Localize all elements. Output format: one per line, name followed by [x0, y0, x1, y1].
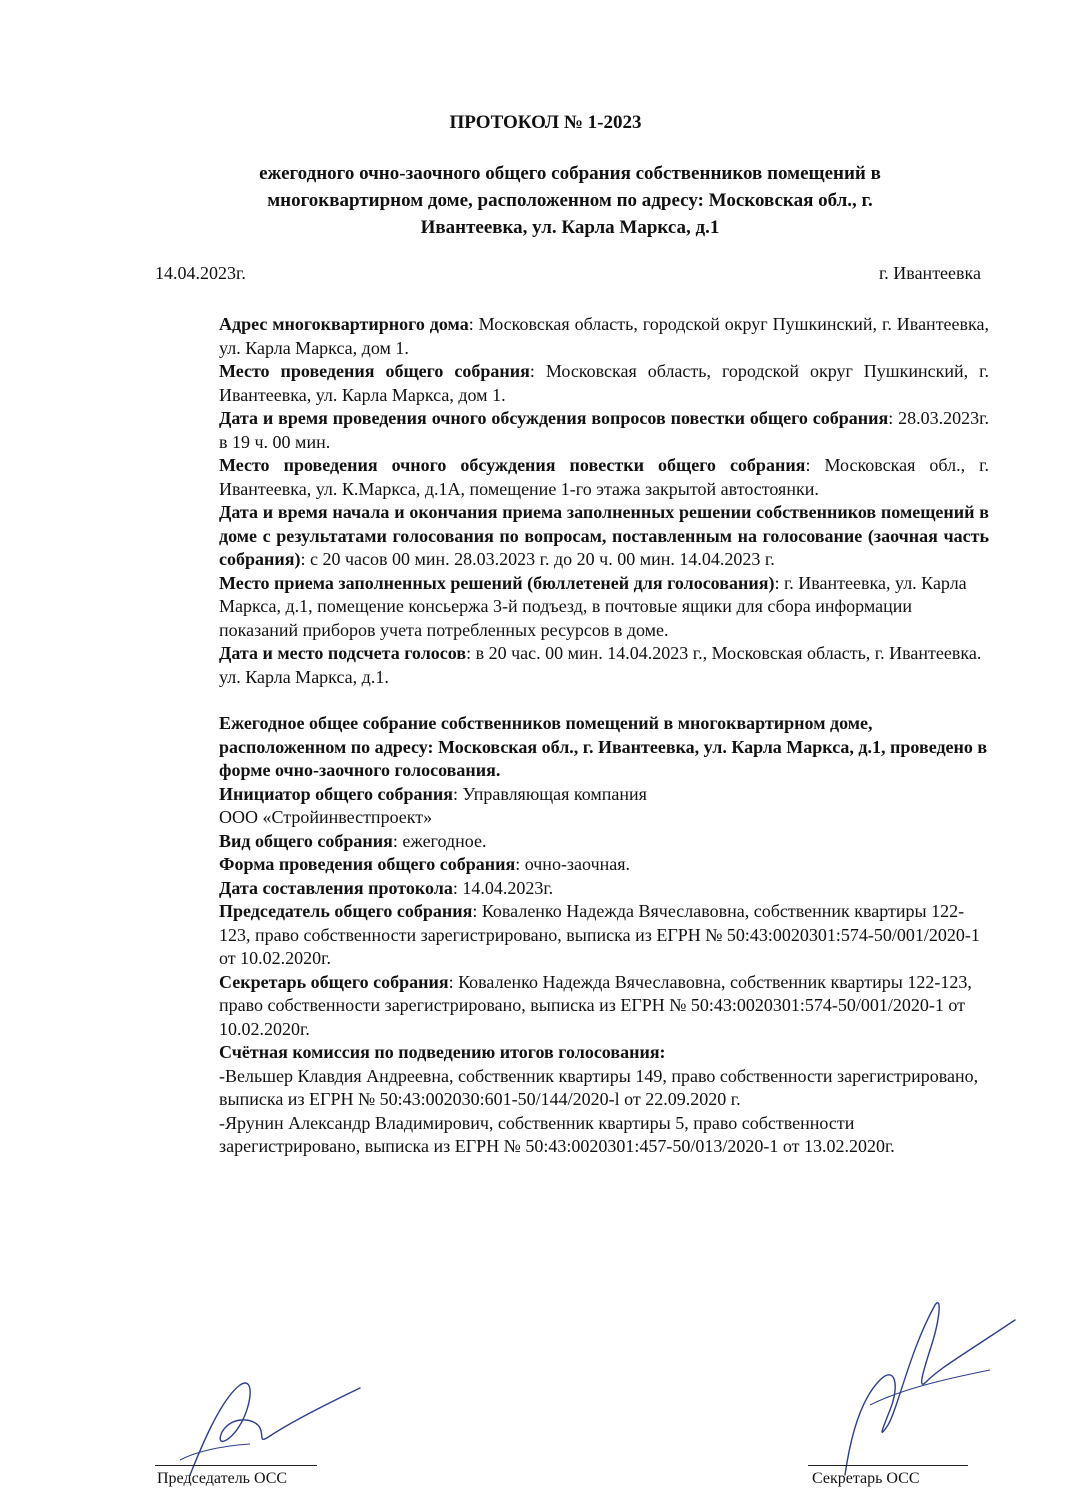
address-label: Адрес многоквартирного дома	[219, 314, 469, 334]
address-paragraph	[219, 313, 989, 360]
chairman-value: : Коваленко Надежда Вячеславовна, собственник квартиры 122-123, право собственности зарегистрировано, выписка из ЕГРН № 50:43:0020301:574-50/001/2020-1 от 10.02.2020г.	[219, 901, 980, 968]
protocol-date-paragraph	[219, 877, 989, 901]
meeting-place-label: Место проведения общего собрания	[219, 361, 530, 381]
meeting-type-label: Вид общего собрания	[219, 830, 393, 851]
commission-heading: Счётная комиссия по подведению итогов голосования:	[219, 1042, 666, 1062]
initiator-label: Инициатор общего собрания	[219, 783, 454, 804]
meeting-form-label: Форма проведения общего собрания	[219, 854, 516, 874]
chairman-label: Председатель общего собрания	[219, 901, 473, 921]
secretary-paragraph	[219, 971, 989, 1042]
datetime-value: : 28.03.2023г. в 19 ч. 00 мин.	[219, 408, 989, 452]
ballot-place-label: Место приема заполненных решений (бюллетеней для голосования)	[219, 572, 775, 593]
voting-period-value: : с 20 часов 00 мин. 28.03.2023 г. до 20 ч. 00 мин. 14.04.2023 г.	[300, 549, 775, 569]
voting-period-paragraph	[219, 501, 989, 572]
secretary-signature-caption: Секретарь ОСС	[812, 1470, 920, 1487]
protocol-date-value: : 14.04.2023г.	[452, 877, 554, 898]
datetime-paragraph	[219, 407, 989, 454]
count-value: : в 20 час. 00 мин. 14.04.2023 г., Московская область, г. Ивантеевка. ул. Карла Маркса, д.1.	[219, 643, 982, 687]
discussion-place-value: : Московская обл., г. Ивантеевка, ул. К.Маркса, д.1А, помещение 1-го этажа закрытой автостоянки.	[219, 455, 990, 499]
commission-member-2: -Ярунин Александр Владимирович, собственник квартиры 5, право собственности зарегистрировано, выписка из ЕГРН № 50:43:0020301:457-50/013/2020-1 от 13.02.2020г.	[219, 1112, 895, 1156]
address-value: : Московская область, городской округ Пушкинский, г. Ивантеевка, ул. Карла Маркса, дом 1.	[219, 314, 989, 358]
meeting-form-paragraph	[219, 853, 989, 877]
count-paragraph	[219, 642, 989, 689]
initiator-paragraph	[219, 783, 989, 830]
discussion-place-label: Место проведения очного обсуждения повестки общего собрания	[219, 455, 806, 475]
document-title: ПРОТОКОЛ № 1-2023	[449, 112, 642, 133]
chairman-paragraph	[219, 900, 989, 971]
protocol-date-label: Дата составления протокола	[219, 877, 453, 898]
chairman-signature-caption: Председатель ОСС	[157, 1470, 288, 1487]
meeting-form-value: : очно-заочная.	[515, 854, 631, 874]
meeting-intro: Ежегодное общее собрание собственников помещений в многоквартирном доме, расположенном по адресу: Московская обл., г. Ивантеевка, ул. Карла Маркса, д.1, проведено в форме очно-заочного голосования.	[219, 713, 988, 780]
meeting-type-paragraph	[219, 830, 989, 854]
meeting-type-value: : ежегодное.	[392, 830, 487, 851]
ballot-place-value: : г. Ивантеевка, ул. Карла Маркса, д.1, помещение консьержа 3-й подъезд, в почтовые ящики для сбора информации показаний приборов учета потребленных ресурсов в доме.	[219, 572, 967, 640]
chairman-signature	[160, 1370, 400, 1480]
secretary-value: : Коваленко Надежда Вячеславовна, собственник квартиры 122-123, право собственности зарегистрировано, выписка из ЕГРН № 50:43:0020301:574-50/001/2020-1 от 10.02.2020г.	[219, 971, 972, 1039]
secretary-label: Секретарь общего собрания	[219, 971, 449, 992]
document-city: г. Ивантеевка	[878, 263, 981, 283]
section-gap	[219, 689, 989, 712]
discussion-place-paragraph	[219, 454, 989, 501]
protocol-body	[219, 313, 989, 1159]
document-subtitle: ежегодного очно-заочного общего собрания собственников помещений в многоквартирном доме, расположенном по адресу: Московская обл., г. Ивантеевка, ул. Карла Маркса, д.1	[259, 163, 881, 238]
datetime-label: Дата и время проведения очного обсуждения вопросов повестки общего собрания	[219, 408, 889, 428]
secretary-signature-line	[808, 1465, 968, 1466]
meeting-place-value: : Московская область, городской округ Пушкинский, г. Ивантеевка, ул. Карла Маркса, дом 1.	[219, 361, 989, 405]
ballot-place-paragraph	[219, 572, 989, 643]
secretary-signature	[830, 1290, 1030, 1480]
commission-member-1: -Вельшер Клавдия Андреевна, собственник квартиры 149, право собственности зарегистрировано, выписка из ЕГРН № 50:43:002030:601-50/144/2020-l от 22.09.2020 г.	[219, 1065, 979, 1109]
initiator-value: : Управляющая компания	[453, 783, 647, 804]
count-label: Дата и место подсчета голосов	[219, 643, 467, 663]
initiator-company: ООО «Стройинвестпроект»	[219, 807, 433, 827]
voting-period-label: Дата и время начала и окончания приема заполненных решении собственников помещений в доме с результатами голосования по вопросам, поставленным на голосование (заочная часть собрания)	[219, 502, 989, 569]
meeting-place-paragraph	[219, 360, 989, 407]
chairman-signature-line	[155, 1465, 317, 1466]
document-date: 14.04.2023г.	[155, 263, 246, 283]
